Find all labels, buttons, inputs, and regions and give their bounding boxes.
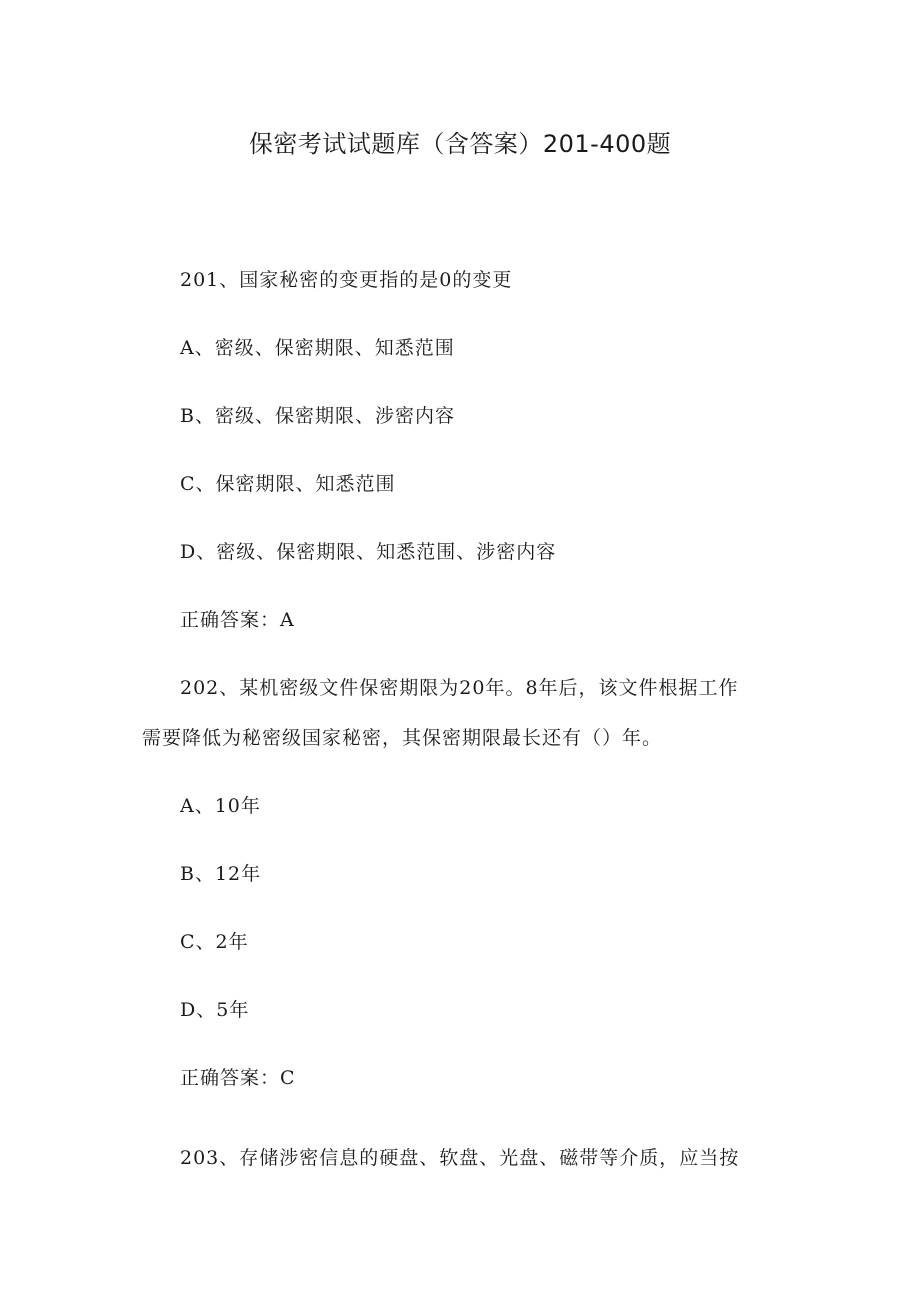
question-202-option-b: B、12年 — [180, 863, 262, 885]
question-201-option-d: D、密级、保密期限、知悉范围、涉密内容 — [180, 541, 557, 563]
question-201-option-c: C、保密期限、知悉范围 — [180, 473, 396, 495]
question-201-stem: 201、国家秘密的变更指的是0的变更 — [180, 269, 513, 291]
question-202-stem-line1: 202、某机密级文件保密期限为20年。8年后，该文件根据工作 — [180, 677, 739, 699]
question-202-option-a: A、10年 — [180, 795, 261, 817]
question-201-option-b: B、密级、保密期限、涉密内容 — [180, 405, 455, 427]
question-202-answer: 正确答案：C — [180, 1067, 296, 1089]
question-202-option-d: D、5年 — [180, 999, 250, 1021]
question-203-stem: 203、存储涉密信息的硬盘、软盘、光盘、磁带等介质，应当按 — [180, 1147, 740, 1169]
question-202-option-c: C、2年 — [180, 931, 249, 953]
document-title: 保密考试试题库（含答案）201-400题 — [248, 130, 672, 158]
question-201-answer: 正确答案：A — [180, 609, 295, 631]
question-201-option-a: A、密级、保密期限、知悉范围 — [180, 337, 455, 359]
question-202-stem-line2: 需要降低为秘密级国家秘密，其保密期限最长还有（）年。 — [142, 727, 663, 749]
